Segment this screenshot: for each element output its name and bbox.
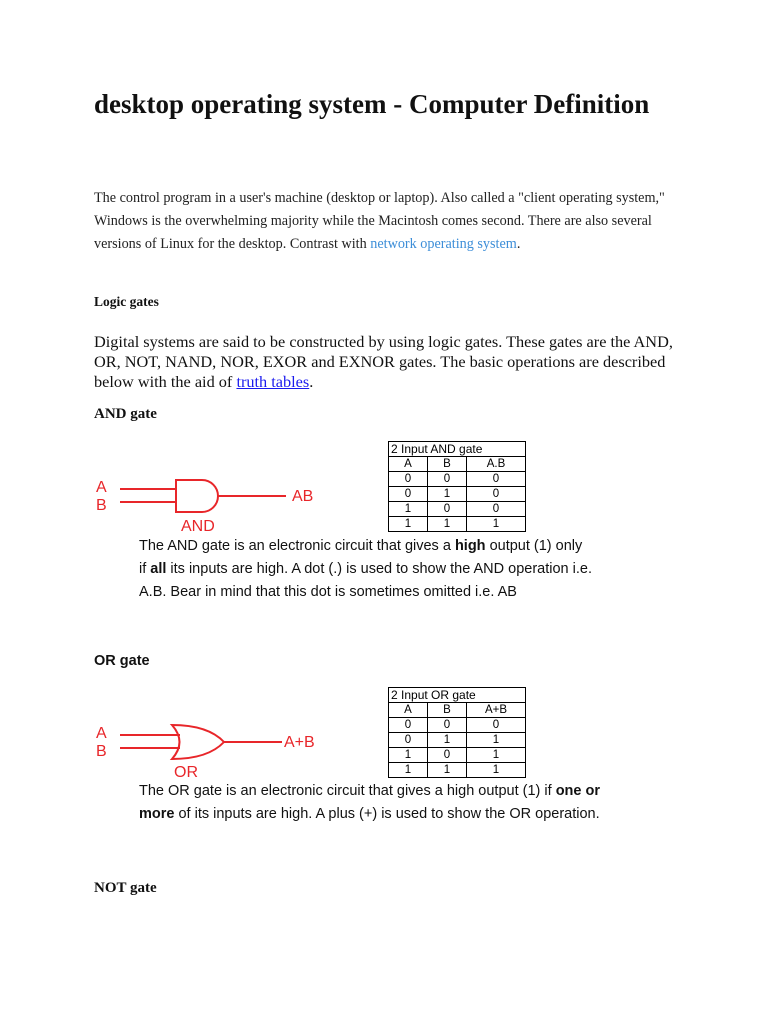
or-table-header: B	[428, 703, 467, 718]
table-row	[389, 718, 526, 733]
or-gate-label: OR	[174, 764, 198, 780]
and-table-cell: 1	[467, 517, 526, 532]
or-table-cell: 1	[428, 763, 467, 778]
and-table-cell: 1	[428, 487, 467, 502]
and-gate-label: AND	[181, 518, 215, 534]
page-title: desktop operating system - Computer Definition	[94, 89, 650, 119]
not-gate-heading: NOT gate	[94, 880, 157, 896]
and-desc-bold: all	[150, 561, 167, 577]
and-table-cell: 0	[467, 487, 526, 502]
and-gate-description	[139, 535, 739, 604]
or-output-label: A+B	[284, 734, 315, 751]
or-gate-heading: OR gate	[94, 653, 150, 669]
or-desc-bold: more	[139, 806, 175, 822]
and-table-cell: 0	[389, 472, 428, 487]
or-table-cell: 1	[467, 733, 526, 748]
and-truth-table	[388, 441, 526, 532]
and-gate-diagram	[90, 472, 330, 534]
and-table-cell: 0	[467, 502, 526, 517]
intro-end: .	[516, 236, 521, 252]
table-row	[389, 763, 526, 778]
and-input-b: B	[96, 497, 107, 514]
table-row	[389, 748, 526, 763]
and-desc-text: The AND gate is an electronic circuit that gives a	[139, 538, 455, 554]
table-row	[389, 502, 526, 517]
or-input-a: A	[96, 725, 107, 742]
or-desc-text: The OR gate is an electronic circuit that gives a high output (1) if	[139, 783, 556, 799]
and-table-cell: 0	[467, 472, 526, 487]
and-table-cell: 0	[428, 472, 467, 487]
or-table-cell: 1	[428, 733, 467, 748]
logic-gates-heading: Logic gates	[94, 294, 159, 309]
or-truth-table	[388, 687, 526, 778]
or-table-cell: 1	[467, 763, 526, 778]
intro-text: The control program in a user's machine (desktop or laptop). Also called a "client operating system," Windows is the overwhelming majority while the Macintosh comes second. There are also several versions of Linux for the desktop. Contrast with	[94, 190, 665, 252]
or-gate-description	[139, 780, 739, 826]
or-gate-diagram	[90, 718, 330, 780]
or-table-caption: 2 Input OR gate	[389, 688, 526, 703]
and-desc-text: output (1) only	[485, 538, 583, 554]
table-row	[389, 487, 526, 502]
table-row	[389, 472, 526, 487]
or-table-cell: 0	[467, 718, 526, 733]
table-row	[389, 733, 526, 748]
or-table-header: A	[389, 703, 428, 718]
and-output-label: AB	[292, 488, 314, 505]
and-table-cell: 0	[428, 502, 467, 517]
digital-text: Digital systems are said to be constructed by using logic gates. These gates are the AND, OR, NOT, NAND, NOR, EXOR and EXNOR gates. The basic operations are described below with the aid of	[94, 332, 673, 391]
and-input-a: A	[96, 479, 107, 496]
and-table-header: A.B	[467, 457, 526, 472]
and-table-caption: 2 Input AND gate	[389, 442, 526, 457]
and-gate-heading: AND gate	[94, 406, 157, 422]
and-table-header: B	[428, 457, 467, 472]
and-desc-text: if	[139, 561, 151, 577]
or-table-cell: 1	[389, 763, 428, 778]
or-table-cell: 1	[467, 748, 526, 763]
digital-end: .	[309, 372, 314, 391]
digital-systems-paragraph	[94, 332, 694, 392]
and-desc-text: its inputs are high. A dot (.) is used to show the AND operation i.e.	[166, 561, 592, 577]
or-table-header: A+B	[467, 703, 526, 718]
or-input-b: B	[96, 743, 107, 760]
or-desc-bold: one or	[555, 783, 600, 799]
or-table-cell: 0	[428, 718, 467, 733]
or-table-cell: 0	[389, 718, 428, 733]
and-table-cell: 1	[389, 517, 428, 532]
and-table-cell: 0	[389, 487, 428, 502]
and-desc-bold: high	[454, 538, 486, 554]
intro-paragraph	[94, 187, 694, 256]
and-desc-text: A.B. Bear in mind that this dot is sometimes omitted i.e. AB	[139, 584, 517, 600]
truth-tables-link[interactable]: truth tables	[236, 372, 310, 391]
network-os-link[interactable]: network operating system	[370, 236, 517, 252]
and-table-header: A	[389, 457, 428, 472]
and-table-cell: 1	[389, 502, 428, 517]
or-table-cell: 0	[428, 748, 467, 763]
and-table-cell: 1	[428, 517, 467, 532]
or-desc-text: of its inputs are high. A plus (+) is used to show the OR operation.	[174, 806, 600, 822]
table-row	[389, 517, 526, 532]
or-table-cell: 1	[389, 748, 428, 763]
or-table-cell: 0	[389, 733, 428, 748]
